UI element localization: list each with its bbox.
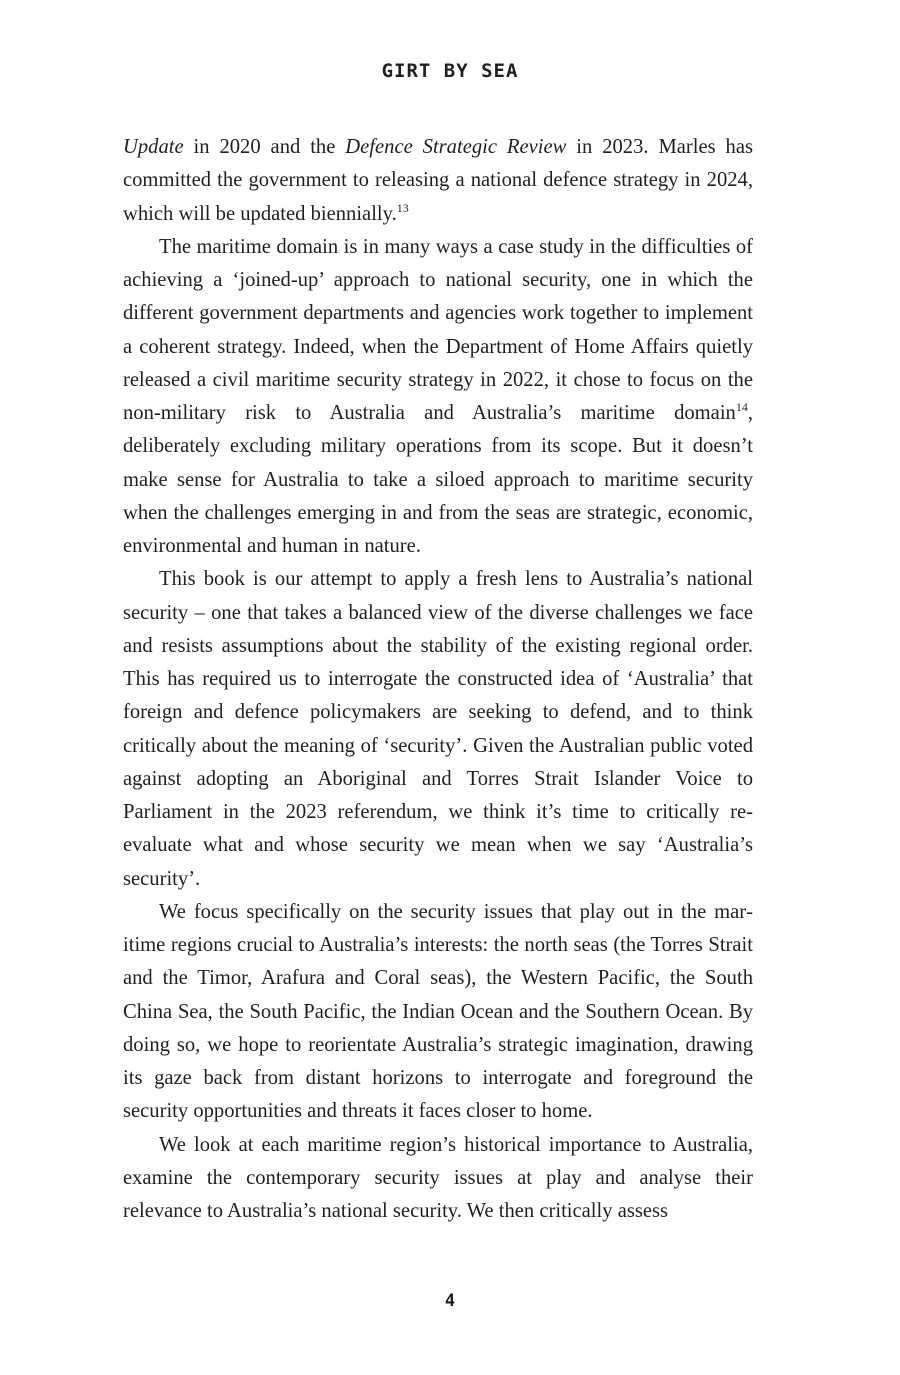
running-head-title: GIRT BY SEA [381, 60, 519, 82]
paragraph-text: , deliberately excluding military operations from its scope. But it doesn’t make sense for Australia to take a siloed approach to maritime security when the challenges emerging in and from the seas are strategic, economic, environmental and human in nature. [123, 402, 753, 557]
paragraph-maritime-domain [123, 231, 753, 564]
paragraph-maritime-regions: We focus specifically on the security issues that play out in the maritime regions crucial to Australia’s interests: the north seas (the Torres Strait and the Timor, Arafura and Coral seas), the Western Pacific, the South China Sea, the South Pacific, the Indian Ocean and the Southern Ocean. By doing so, we hope to reorientate Australia’s strategic imagination, drawing its gaze back from distant horizons to interrogate and foreground the security opportunities and threats it faces closer to home. [123, 900, 753, 1123]
paragraph-fresh-lens: This book is our attempt to apply a fresh lens to Australia’s national security – one that takes a balanced view of the diverse challenges we face and resists assumptions about the stability of the existing regional order. This has required us to interrogate the constructed idea of ‘Australia’ that foreign and defence policymakers are seeking to defend, and to think critically about the meaning of ‘security’. Given the Australian public voted against adopting an Aboriginal and Torres Strait Islander Voice to Parliament in the 2023 referendum, we think it’s time to critically re-evaluate what and whose security we mean when we say ‘Australia’s security’. [123, 568, 753, 890]
footnote-marker[interactable]: 14 [735, 400, 748, 414]
body-text [123, 131, 753, 1228]
paragraph-text: in 2020 and the [183, 136, 346, 158]
paragraph-text: in 2023. Marles has committed the government to releasing a national defence strategy in 2024, which will be updated biennially. [123, 136, 754, 225]
paragraph-text: The maritime domain is in many ways a case study in the difficulties of achieving a ‘joined-up’ approach to national security, one in which the different government departments and agencies work together to implement a coherent strategy. Indeed, when the Department of Home Affairs quietly released a civil maritime security strategy in 2022, it chose to focus on the non-military risk to Australia and Australia’s maritime domain [123, 235, 753, 424]
footnote-marker[interactable]: 13 [396, 200, 409, 215]
page-number: 4 [444, 1291, 456, 1311]
italic-title-defence-strategic-review: Defence Strategic Review [345, 136, 567, 158]
paragraph-continuation [123, 131, 753, 231]
paragraph-historical-importance: We look at each maritime region’s historical importance to Australia, examine the contemporary security issues at play and analyse their relevance to Australia’s national security. We then critically assess [123, 1133, 753, 1222]
italic-title-update: Update [123, 136, 184, 158]
